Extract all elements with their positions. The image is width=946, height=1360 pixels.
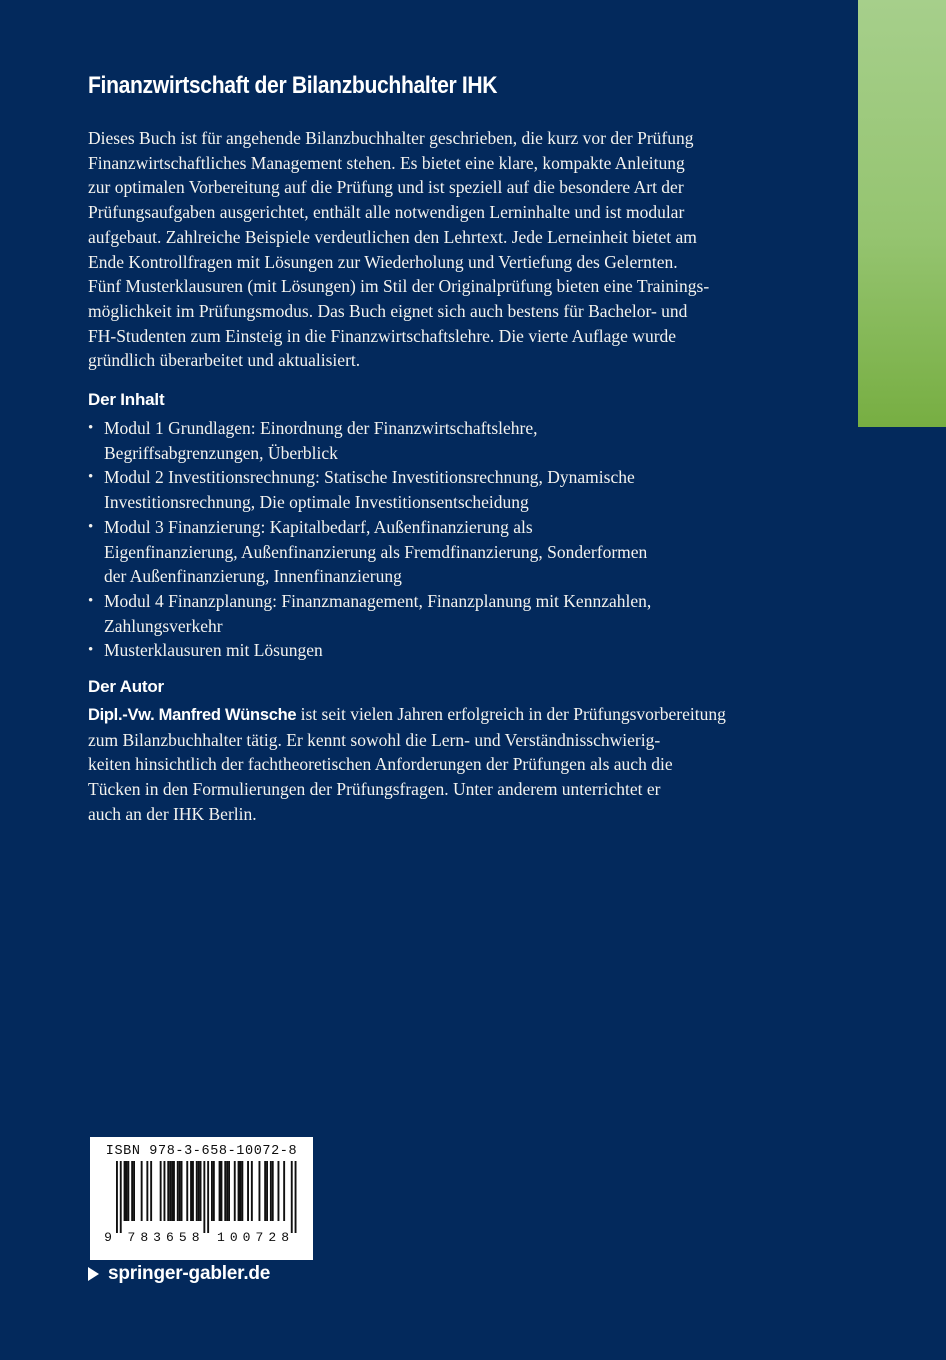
- list-item-line: Modul 4 Finanzplanung: Finanzmanagement, Finanzplanung mit Kennzahlen,: [104, 590, 652, 611]
- publisher-website: springer-gabler.de: [108, 1263, 271, 1284]
- bullet-icon: •: [88, 642, 94, 659]
- book-title: Finanzwirtschaft der Bilanzbuchhalter IHK: [88, 72, 498, 99]
- list-item-line: Zahlungsverkehr: [104, 615, 223, 636]
- list-item-line: Musterklausuren mit Lösungen: [104, 640, 323, 661]
- list-item: [88, 416, 778, 465]
- ean-barcode-icon: [102, 1161, 302, 1243]
- author-line: zum Bilanzbuchhalter tätig. Er kennt sowohl die Lern- und Verständnisschwierig-: [88, 729, 661, 750]
- description-paragraph: [88, 126, 778, 373]
- list-item: [88, 515, 778, 589]
- svg-text:100728: 100728: [216, 1230, 289, 1243]
- description-line: zur optimalen Vorbereitung auf die Prüfung und ist speziell auf die besondere Art der: [88, 177, 684, 198]
- list-item-line: Investitionsrechnung, Die optimale Investitionsentscheidung: [104, 492, 529, 513]
- description-line: Prüfungsaufgaben ausgerichtet, enthält alle notwendigen Lerninhalte und ist modular: [88, 202, 685, 223]
- author-name: Dipl.-Vw. Manfred Wünsche: [88, 706, 297, 724]
- description-line: gründlich überarbeitet und aktualisiert.: [88, 350, 361, 371]
- list-item: [88, 465, 778, 514]
- list-item-line: Begriffsabgrenzungen, Überblick: [104, 442, 338, 463]
- list-item: [88, 638, 778, 663]
- description-line: möglichkeit im Prüfungsmodus. Das Buch eignet sich auch bestens für Bachelor- und: [88, 300, 688, 321]
- list-item-line: Modul 3 Finanzierung: Kapitalbedarf, Außenfinanzierung als: [104, 516, 533, 537]
- author-paragraph: [88, 702, 778, 827]
- description-line: Dieses Buch ist für angehende Bilanzbuchhalter geschrieben, die kurz vor der Prüfung: [88, 128, 694, 148]
- isbn-box: [90, 1137, 313, 1260]
- author-line-rest: ist seit vielen Jahren erfolgreich in der Prüfungsvorbereitung: [296, 704, 726, 724]
- bullet-icon: •: [88, 420, 94, 436]
- author-line: Tücken in den Formulierungen der Prüfungsfragen. Unter anderem unterrichtet er: [88, 779, 661, 800]
- author-line: auch an der IHK Berlin.: [88, 803, 257, 824]
- author-line: [88, 702, 778, 728]
- list-item-line: Eigenfinanzierung, Außenfinanzierung als Fremdfinanzierung, Sonderformen: [104, 541, 648, 562]
- author-line: keiten hinsichtlich der fachtheoretischen Anforderungen der Prüfungen als auch die: [88, 754, 673, 775]
- description-line: Finanzwirtschaftliches Management stehen. Es bietet eine klare, kompakte Anleitung: [88, 152, 685, 173]
- arrow-right-icon: [88, 1267, 99, 1281]
- bullet-icon: •: [88, 592, 94, 609]
- list-item: [88, 589, 778, 638]
- isbn-label: ISBN 978-3-658-10072-8: [105, 1144, 298, 1159]
- list-item-line: Modul 2 Investitionsrechnung: Statische Investitionsrechnung, Dynamische: [104, 467, 635, 488]
- autor-heading: Der Autor: [88, 677, 164, 696]
- inhalt-heading: Der Inhalt: [88, 390, 165, 409]
- description-line: aufgebaut. Zahlreiche Beispiele verdeutlichen den Lehrtext. Jede Lerneinheit bietet am: [88, 226, 697, 247]
- svg-text:9: 9: [103, 1230, 112, 1243]
- list-item-line: der Außenfinanzierung, Innenfinanzierung: [104, 566, 402, 587]
- publisher-footer: [88, 1263, 270, 1285]
- description-line: FH-Studenten zum Einsteig in die Finanzwirtschaftslehre. Die vierte Auflage wurde: [88, 325, 677, 346]
- bullet-icon: •: [88, 518, 94, 535]
- description-line: Fünf Musterklausuren (mit Lösungen) im Stil der Originalprüfung bieten eine Trainings-: [88, 276, 710, 297]
- svg-text:783658: 783658: [127, 1230, 199, 1243]
- inhalt-list: [88, 416, 778, 663]
- description-line: Ende Kontrollfragen mit Lösungen zur Wiederholung und Vertiefung des Gelernten.: [88, 251, 678, 272]
- accent-stripe: [858, 0, 946, 427]
- bullet-icon: •: [88, 469, 94, 486]
- list-item-line: Modul 1 Grundlagen: Einordnung der Finanzwirtschaftslehre,: [104, 418, 538, 438]
